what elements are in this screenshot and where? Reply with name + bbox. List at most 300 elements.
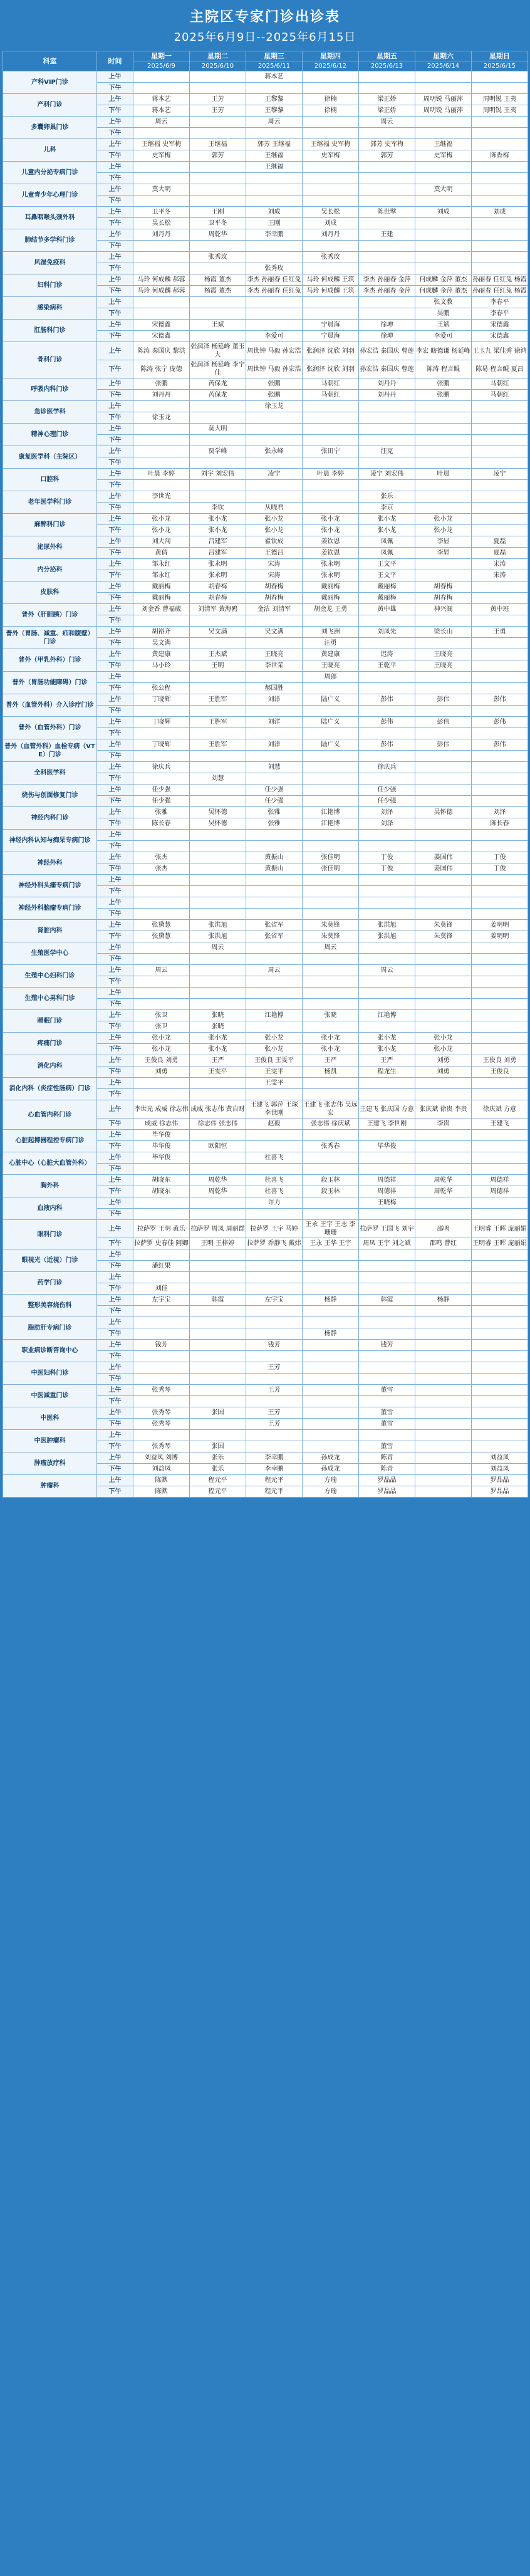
schedule-cell: 张小龙 <box>415 525 472 536</box>
page-title: 主院区专家门诊出诊表 <box>189 9 340 25</box>
schedule-cell <box>415 1430 472 1441</box>
department-name: 中医肿瘤科 <box>3 1430 97 1452</box>
schedule-cell <box>415 241 472 252</box>
schedule-cell <box>303 796 359 807</box>
schedule-cell <box>246 1089 303 1100</box>
schedule-cell <box>190 1385 246 1396</box>
schedule-cell: 成威 徐志伟 <box>133 1119 190 1130</box>
period-label: 下午 <box>97 909 133 920</box>
schedule-cell: 张杰 <box>133 863 190 875</box>
schedule-cell: 任少强 <box>359 796 415 807</box>
schedule-cell <box>472 128 528 139</box>
schedule-cell <box>359 1272 415 1283</box>
header-day-name: 星期一 <box>133 51 190 61</box>
schedule-cell <box>303 1272 359 1283</box>
schedule-cell: 江艳博 <box>246 1010 303 1021</box>
table-row <box>3 1152 528 1164</box>
schedule-cell <box>359 841 415 852</box>
schedule-cell: 王斌 <box>415 320 472 331</box>
table-row <box>3 1430 528 1441</box>
schedule-cell <box>359 706 415 717</box>
table-row <box>3 320 528 331</box>
schedule-cell: 孙成龙 <box>303 1464 359 1475</box>
schedule-cell <box>359 1374 415 1385</box>
table-row <box>3 1197 528 1209</box>
table-row <box>3 875 528 886</box>
schedule-cell: 丁俊 <box>359 863 415 875</box>
schedule-cell: 李爱可 <box>415 331 472 342</box>
schedule-cell: 张秀琴 <box>133 1441 190 1452</box>
schedule-cell <box>190 117 246 128</box>
schedule-cell: 胡金龙 王勇 <box>303 604 359 615</box>
schedule-cell <box>133 999 190 1010</box>
department-name: 儿童青少年心理门诊 <box>3 184 97 207</box>
schedule-cell <box>303 999 359 1010</box>
schedule-cell <box>359 424 415 435</box>
schedule-cell: 丁晓辉 <box>133 717 190 728</box>
schedule-cell <box>415 830 472 841</box>
schedule-cell: 王晓亮 <box>303 660 359 672</box>
schedule-cell: 周明锐 马丽萍 <box>415 94 472 105</box>
period-label: 上午 <box>97 162 133 173</box>
schedule-cell <box>303 401 359 412</box>
department-name: 生殖中心男科门诊 <box>3 988 97 1010</box>
schedule-cell <box>303 954 359 965</box>
schedule-cell <box>472 424 528 435</box>
period-label: 下午 <box>97 1164 133 1175</box>
schedule-cell: 金洁 刘清军 <box>246 604 303 615</box>
schedule-cell: 刘勇 <box>415 1066 472 1078</box>
schedule-cell: 芮保龙 <box>190 390 246 401</box>
schedule-cell <box>190 331 246 342</box>
schedule-cell <box>190 241 246 252</box>
schedule-cell <box>246 841 303 852</box>
period-label: 上午 <box>97 717 133 728</box>
schedule-cell: 拉萨罗 王国飞 刘宇 <box>359 1220 415 1238</box>
schedule-cell <box>190 1351 246 1362</box>
schedule-cell: 刘益凤 <box>472 1464 528 1475</box>
schedule-cell <box>190 1261 246 1272</box>
schedule-cell <box>133 71 190 83</box>
schedule-cell <box>359 412 415 424</box>
schedule-cell <box>415 401 472 412</box>
schedule-cell: 张田宁 <box>303 446 359 457</box>
department-name: 全科医学科 <box>3 762 97 785</box>
schedule-cell <box>133 1249 190 1261</box>
table-row <box>3 897 528 909</box>
schedule-cell <box>133 897 190 909</box>
schedule-cell <box>133 830 190 841</box>
table-row <box>3 1385 528 1396</box>
department-name: 肺结节多学科门诊 <box>3 229 97 252</box>
schedule-cell: 徐庆斌 方意 <box>472 1100 528 1119</box>
schedule-cell <box>303 1164 359 1175</box>
schedule-cell: 邵鸣 曹红 <box>415 1238 472 1249</box>
schedule-cell <box>133 241 190 252</box>
schedule-cell: 左宇宝 <box>246 1295 303 1306</box>
schedule-cell: 汪勇 <box>303 638 359 649</box>
schedule-cell <box>415 1452 472 1464</box>
schedule-cell <box>472 1396 528 1407</box>
schedule-cell <box>246 954 303 965</box>
schedule-cell: 杨静 <box>415 1295 472 1306</box>
period-label: 下午 <box>97 1261 133 1272</box>
schedule-cell: 张小龙 <box>246 1033 303 1044</box>
period-label: 下午 <box>97 525 133 536</box>
schedule-cell <box>303 1249 359 1261</box>
schedule-cell <box>190 988 246 999</box>
schedule-cell <box>133 988 190 999</box>
schedule-cell <box>190 1283 246 1295</box>
schedule-cell <box>190 886 246 897</box>
department-name: 感染病科 <box>3 297 97 320</box>
schedule-cell <box>472 1407 528 1419</box>
schedule-cell <box>190 263 246 274</box>
schedule-cell: 刘泽 <box>472 807 528 818</box>
schedule-cell: 王明 <box>190 660 246 672</box>
schedule-cell: 王俊良 刘勇 <box>133 1055 190 1066</box>
table-row <box>3 424 528 435</box>
schedule-cell <box>246 491 303 503</box>
schedule-cell <box>190 1272 246 1283</box>
schedule-cell <box>246 1021 303 1033</box>
table-row <box>3 378 528 390</box>
schedule-cell: 胡裕齐 <box>133 627 190 638</box>
period-label: 上午 <box>97 942 133 954</box>
schedule-cell: 毕华俊 <box>133 1130 190 1141</box>
table-row <box>3 694 528 706</box>
period-label: 下午 <box>97 954 133 965</box>
period-label: 下午 <box>97 841 133 852</box>
schedule-cell <box>133 954 190 965</box>
schedule-cell: 邹永红 <box>133 570 190 581</box>
schedule-cell <box>415 1209 472 1220</box>
department-name: 疼痛门诊 <box>3 1033 97 1055</box>
schedule-cell: 郭芳 史军梅 <box>359 139 415 150</box>
schedule-cell <box>190 1362 246 1374</box>
schedule-cell <box>133 173 190 184</box>
schedule-cell <box>303 1317 359 1328</box>
schedule-cell: 杨凯 <box>303 1066 359 1078</box>
schedule-cell: 张洪旭 <box>190 920 246 931</box>
schedule-cell <box>415 1486 472 1498</box>
table-row <box>3 920 528 931</box>
schedule-cell: 张小龙 <box>359 514 415 525</box>
schedule-cell: 周云 <box>133 117 190 128</box>
schedule-cell <box>190 1396 246 1407</box>
period-label: 下午 <box>97 1066 133 1078</box>
schedule-cell <box>472 1010 528 1021</box>
department-name: 眼科门诊 <box>3 1220 97 1249</box>
schedule-cell: 吴长松 <box>133 218 190 229</box>
schedule-cell <box>303 1283 359 1295</box>
header-day-date: 2025/6/14 <box>415 61 472 71</box>
schedule-cell <box>246 897 303 909</box>
schedule-cell <box>303 1089 359 1100</box>
schedule-cell: 刘清军 黄海鸥 <box>190 604 246 615</box>
schedule-cell <box>133 263 190 274</box>
schedule-cell <box>415 1306 472 1317</box>
period-label: 下午 <box>97 1374 133 1385</box>
schedule-cell: 彭伟 <box>359 717 415 728</box>
schedule-cell <box>415 954 472 965</box>
schedule-cell <box>303 1197 359 1209</box>
schedule-cell: 姜国伟 <box>415 852 472 863</box>
schedule-cell: 张卫 <box>133 1021 190 1033</box>
department-name: 多囊卵巢门诊 <box>3 117 97 139</box>
schedule-cell <box>190 297 246 308</box>
schedule-cell: 王玉九 梁佳秀 徐鸿 <box>472 342 528 360</box>
schedule-cell <box>415 491 472 503</box>
schedule-cell: 吴怀德 <box>190 818 246 830</box>
schedule-cell: 黄中班 <box>472 604 528 615</box>
schedule-cell <box>472 1197 528 1209</box>
schedule-cell: 刘洋 <box>246 739 303 751</box>
schedule-cell <box>190 184 246 196</box>
schedule-cell <box>190 841 246 852</box>
schedule-cell: 王建飞 <box>472 1119 528 1130</box>
department-name: 睡眠门诊 <box>3 1010 97 1033</box>
schedule-cell <box>246 184 303 196</box>
department-name: 肿瘤科 <box>3 1475 97 1498</box>
table-row <box>3 184 528 196</box>
schedule-cell <box>190 1078 246 1089</box>
schedule-cell <box>303 241 359 252</box>
schedule-cell <box>190 173 246 184</box>
schedule-cell <box>190 401 246 412</box>
table-row <box>3 1100 528 1119</box>
schedule-cell: 马朝红 <box>303 378 359 390</box>
schedule-cell <box>246 297 303 308</box>
schedule-cell: 吴怀德 <box>415 807 472 818</box>
department-name: 生殖医学中心 <box>3 942 97 965</box>
period-label: 上午 <box>97 1295 133 1306</box>
schedule-cell <box>359 184 415 196</box>
schedule-cell: 杜喜飞 <box>246 1186 303 1197</box>
schedule-cell: 张小龙 <box>133 1033 190 1044</box>
schedule-cell: 丁晓辉 <box>133 739 190 751</box>
schedule-cell <box>133 1374 190 1385</box>
department-name: 心脏起搏器程控专病门诊 <box>3 1130 97 1152</box>
schedule-cell: 张小龙 <box>190 1033 246 1044</box>
schedule-cell <box>190 683 246 694</box>
department-name: 普外（血管外科）门诊 <box>3 717 97 739</box>
schedule-cell <box>472 999 528 1010</box>
schedule-cell <box>359 128 415 139</box>
period-label: 下午 <box>97 931 133 942</box>
period-label: 下午 <box>97 570 133 581</box>
schedule-cell <box>133 480 190 491</box>
schedule-cell: 宁晨海 <box>303 331 359 342</box>
period-label: 下午 <box>97 751 133 762</box>
schedule-cell: 刘成 <box>303 218 359 229</box>
schedule-cell <box>246 435 303 446</box>
schedule-cell: 张小龙 <box>359 525 415 536</box>
schedule-cell <box>472 660 528 672</box>
schedule-cell: 马朝红 <box>303 390 359 401</box>
schedule-cell: 宋涛 <box>472 570 528 581</box>
schedule-cell <box>415 1021 472 1033</box>
schedule-cell: 王建飞 郭萍 王琛 李世刚 <box>246 1100 303 1119</box>
schedule-cell <box>415 706 472 717</box>
schedule-cell <box>359 1078 415 1089</box>
schedule-cell: 朱莫锋 <box>303 931 359 942</box>
schedule-cell: 李钦 <box>190 503 246 514</box>
schedule-cell: 王芳 <box>246 1385 303 1396</box>
schedule-cell: 叶晨 李婷 <box>133 469 190 480</box>
schedule-cell: 蒋本艺 <box>246 71 303 83</box>
schedule-cell <box>472 672 528 683</box>
table-row <box>3 1452 528 1464</box>
schedule-cell <box>415 503 472 514</box>
schedule-cell <box>246 1351 303 1362</box>
schedule-cell: 王黎黎 <box>246 94 303 105</box>
schedule-cell <box>359 1130 415 1141</box>
schedule-cell: 胡春梅 <box>190 581 246 593</box>
schedule-cell: 周郎 <box>303 672 359 683</box>
department-name: 中医减重门诊 <box>3 1385 97 1407</box>
schedule-cell: 马玲 何成麟 郝蓉 <box>133 274 190 286</box>
table-row <box>3 965 528 976</box>
schedule-cell <box>133 503 190 514</box>
period-label: 上午 <box>97 897 133 909</box>
table-row <box>3 807 528 818</box>
table-row <box>3 559 528 570</box>
schedule-cell <box>303 480 359 491</box>
header-day-date: 2025/6/11 <box>246 61 303 71</box>
schedule-cell: 吴文满 <box>246 627 303 638</box>
period-label: 上午 <box>97 1272 133 1283</box>
schedule-cell <box>190 751 246 762</box>
schedule-cell <box>415 229 472 241</box>
schedule-cell: 贾学峰 <box>190 446 246 457</box>
schedule-cell: 蒋本艺 <box>133 105 190 117</box>
period-label: 下午 <box>97 1306 133 1317</box>
schedule-cell: 莫大明 <box>190 424 246 435</box>
schedule-cell <box>303 976 359 988</box>
schedule-cell <box>133 909 190 920</box>
schedule-cell: 王晓亮 <box>415 649 472 660</box>
schedule-cell: 彭伟 <box>415 717 472 728</box>
schedule-cell <box>190 863 246 875</box>
schedule-cell: 芮保龙 <box>190 378 246 390</box>
schedule-cell: 罗晶晶 <box>359 1486 415 1498</box>
schedule-cell <box>190 1164 246 1175</box>
schedule-cell: 王明睿 王晖 庞丽娟 <box>472 1220 528 1238</box>
period-label: 下午 <box>97 1089 133 1100</box>
schedule-cell <box>359 1328 415 1340</box>
schedule-cell <box>133 976 190 988</box>
schedule-cell: 孙宏浩 秦国庆 曹莲 <box>359 342 415 360</box>
schedule-cell: 王雯平 <box>246 1078 303 1089</box>
schedule-cell: 刘佳 <box>133 1283 190 1295</box>
period-label: 上午 <box>97 274 133 286</box>
period-label: 上午 <box>97 1430 133 1441</box>
department-name: 职业病诊断咨询中心 <box>3 1340 97 1362</box>
schedule-cell <box>246 909 303 920</box>
schedule-cell <box>472 1295 528 1306</box>
schedule-cell <box>190 1419 246 1430</box>
period-label: 上午 <box>97 785 133 796</box>
schedule-cell: 张杰 <box>133 852 190 863</box>
schedule-cell: 张鹏 <box>246 378 303 390</box>
schedule-cell: 马玲 何成麟 郝蓉 <box>133 286 190 297</box>
schedule-cell: 宋德鑫 <box>133 331 190 342</box>
schedule-cell <box>133 435 190 446</box>
period-label: 上午 <box>97 94 133 105</box>
schedule-cell <box>190 954 246 965</box>
schedule-cell <box>303 1261 359 1272</box>
schedule-cell <box>190 412 246 424</box>
schedule-cell <box>133 401 190 412</box>
schedule-cell <box>472 412 528 424</box>
schedule-cell <box>246 988 303 999</box>
table-row <box>3 830 528 841</box>
schedule-cell <box>246 1249 303 1261</box>
schedule-cell: 张公程 <box>133 683 190 694</box>
schedule-cell: 张小龙 <box>415 514 472 525</box>
schedule-cell: 陈青 <box>359 1464 415 1475</box>
schedule-cell: 左宇宝 <box>133 1295 190 1306</box>
schedule-cell: 张卫 <box>133 1010 190 1021</box>
schedule-cell <box>246 1328 303 1340</box>
schedule-cell <box>190 1130 246 1141</box>
schedule-cell: 神兴阁 <box>415 604 472 615</box>
department-name: 神经外科 <box>3 852 97 875</box>
period-label: 上午 <box>97 965 133 976</box>
schedule-cell: 徐庆兵 <box>133 762 190 773</box>
schedule-cell <box>246 751 303 762</box>
schedule-cell <box>359 1362 415 1374</box>
department-name: 口腔科 <box>3 469 97 491</box>
schedule-cell <box>472 965 528 976</box>
schedule-cell <box>303 1362 359 1374</box>
schedule-cell: 张秀玫 <box>190 252 246 263</box>
schedule-cell <box>303 1351 359 1362</box>
schedule-cell <box>415 683 472 694</box>
schedule-cell <box>303 841 359 852</box>
schedule-cell <box>359 401 415 412</box>
schedule-cell: 王德吕 <box>246 548 303 559</box>
period-label: 下午 <box>97 390 133 401</box>
department-name: 皮肤科 <box>3 581 97 604</box>
schedule-cell <box>246 241 303 252</box>
header-day-date: 2025/6/10 <box>190 61 246 71</box>
schedule-cell: 王勇 <box>472 627 528 638</box>
schedule-cell: 方瑜 <box>303 1475 359 1486</box>
schedule-cell: 任少强 <box>246 796 303 807</box>
schedule-cell: 张秀琴 <box>133 1407 190 1419</box>
schedule-cell <box>303 683 359 694</box>
period-label: 下午 <box>97 1441 133 1452</box>
schedule-cell <box>303 886 359 897</box>
schedule-cell: 徐玉龙 <box>133 412 190 424</box>
schedule-cell <box>472 954 528 965</box>
table-row <box>3 1362 528 1374</box>
schedule-cell <box>133 1317 190 1328</box>
period-label: 上午 <box>97 988 133 999</box>
schedule-cell <box>133 196 190 207</box>
schedule-cell: 吴鹏 <box>415 308 472 320</box>
schedule-cell: 张黛慧 <box>133 920 190 931</box>
schedule-cell <box>359 1283 415 1295</box>
period-label: 下午 <box>97 360 133 378</box>
department-name: 儿童内分泌专病门诊 <box>3 162 97 184</box>
period-label: 下午 <box>97 218 133 229</box>
schedule-cell <box>133 1164 190 1175</box>
schedule-cell <box>133 446 190 457</box>
schedule-cell: 李世荣 <box>246 660 303 672</box>
